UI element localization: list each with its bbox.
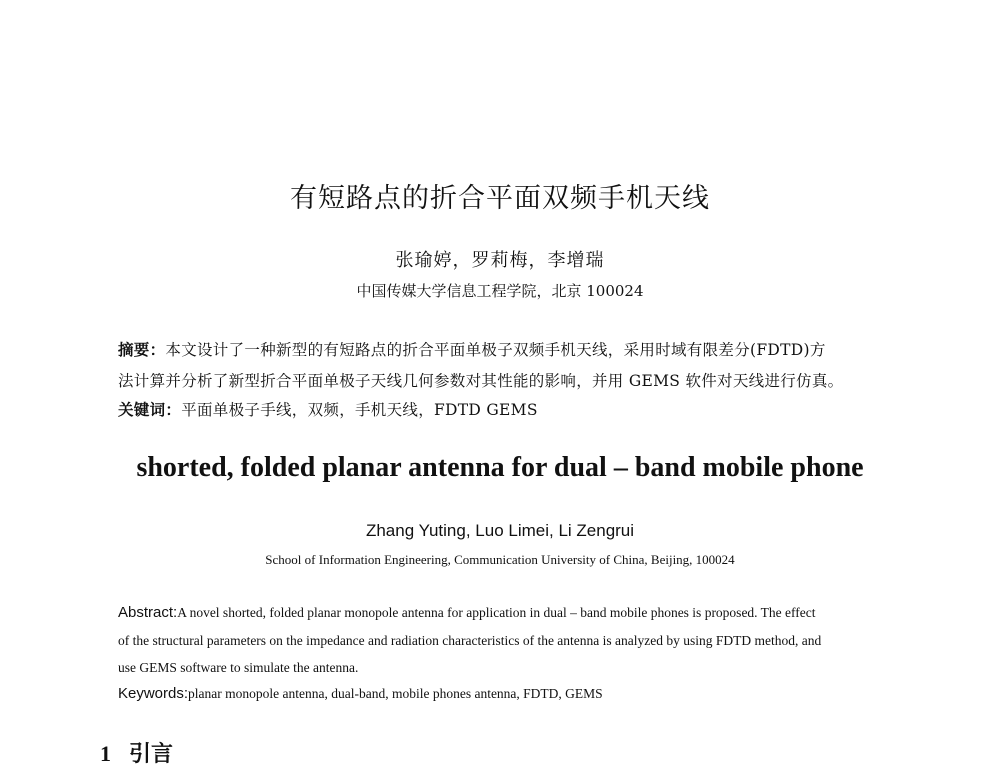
chinese-keywords-label: 关键词： — [118, 400, 182, 419]
chinese-abstract-label: 摘要： — [118, 340, 166, 359]
section-heading — [100, 737, 191, 768]
chinese-authors: 张瑜婷，罗莉梅，李增瑞 — [395, 250, 605, 271]
chinese-keywords-text: 平面单极子手线，双频，手机天线，FDTD GEMS — [181, 401, 538, 419]
chinese-abstract-line-2: 法计算并分析了新型折合平面单极子天线几何参数对其性能的影响，并用 GEMS 软件对天线进行仿真。 — [118, 372, 844, 390]
english-title: shorted, folded planar antenna for dual – band mobile phone — [136, 452, 864, 483]
section-number: 1 — [100, 741, 111, 766]
section-title: 引言 — [129, 741, 174, 766]
chinese-abstract-text-1: 本文设计了一种新型的有短路点的折合平面单极子双频手机天线，采用时域有限差分(FDTD)方 — [165, 341, 826, 359]
english-keywords-label: Keywords: — [118, 685, 189, 702]
english-abstract-text-1: A novel shorted, folded planar monopole antenna for application in dual – band mobile phones is proposed. The effect — [177, 605, 816, 620]
chinese-keywords — [118, 398, 918, 420]
english-authors: Zhang Yuting, Luo Limei, Li Zengrui — [365, 521, 635, 540]
english-abstract-line-1 — [118, 604, 918, 621]
english-abstract-line-2: of the structural parameters on the impedance and radiation characteristics of the antenna is analyzed by using FDTD method, and — [118, 633, 822, 648]
english-abstract-line-3: use GEMS software to simulate the antenna. — [118, 660, 359, 675]
english-keywords — [118, 685, 918, 702]
english-affiliation: School of Information Engineering, Communication University of China, Beijing, 100024 — [265, 552, 735, 567]
chinese-affiliation: 中国传媒大学信息工程学院，北京 100024 — [356, 282, 644, 300]
english-keywords-text: planar monopole antenna, dual-band, mobile phones antenna, FDTD, GEMS — [188, 686, 603, 701]
chinese-title: 有短路点的折合平面双频手机天线 — [290, 183, 710, 214]
chinese-abstract-line-1 — [118, 338, 918, 360]
english-abstract-label: Abstract: — [118, 604, 178, 621]
